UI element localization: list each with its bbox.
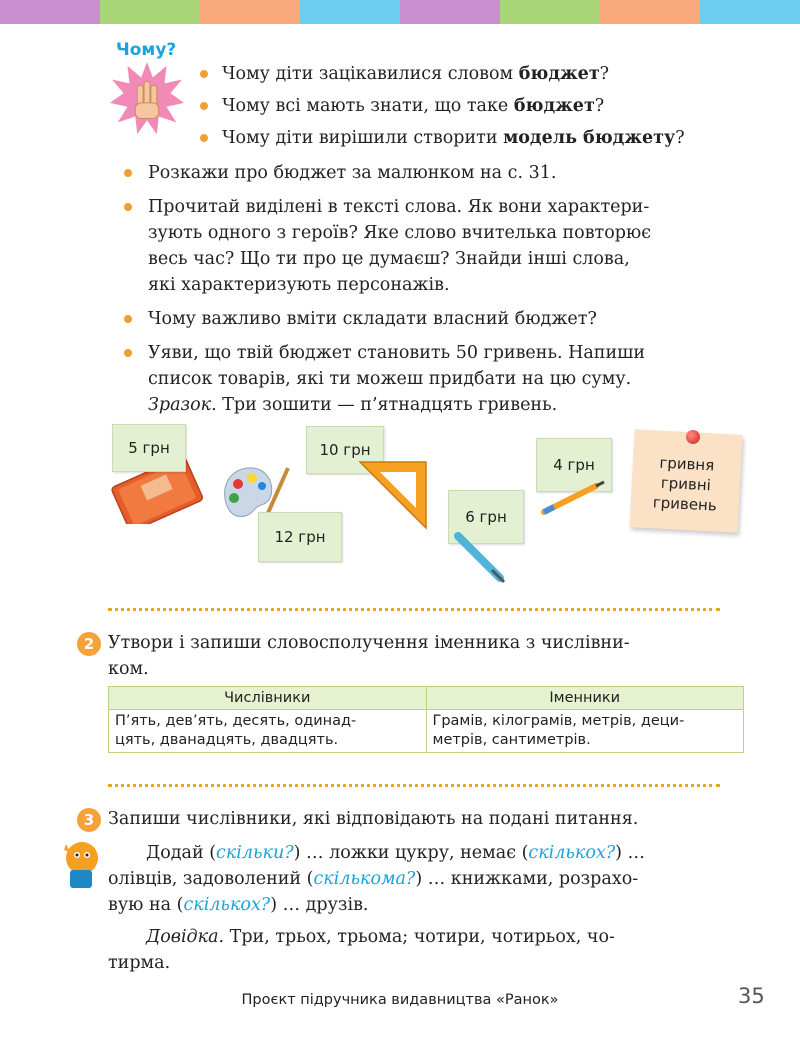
stripe-segment: [600, 0, 700, 24]
task-item: Розкажи про бюджет за малюнком на с. 31.: [124, 160, 724, 186]
why-question: Чому всі мають знати, що таке бюджет?: [200, 90, 685, 122]
why-questions: [200, 58, 685, 154]
price-tag-triangle: 10 грн: [306, 426, 384, 474]
stripe-segment: [500, 0, 600, 24]
top-color-stripe: [0, 0, 800, 24]
page-number: 35: [738, 984, 765, 1008]
exercise-2-text: Утвори і запиши словосполучення іменника з числівни- ком.: [108, 633, 630, 679]
table-cell: П’ять, дев’ять, десять, одинад- цять, дванадцять, двадцять.: [109, 710, 427, 753]
stripe-segment: [100, 0, 200, 24]
stripe-segment: [200, 0, 300, 24]
push-pin-icon: [686, 430, 700, 444]
mascot-character-icon: [56, 838, 102, 892]
table-header: Іменники: [426, 687, 744, 710]
why-question: Чому діти зацікавилися словом бюджет?: [200, 58, 685, 90]
currency-sticky-note: гривня гривні гривень: [630, 429, 743, 533]
why-question: Чому діти вирішили створити модель бюджету?: [200, 122, 685, 154]
price-tag-pen: 6 грн: [448, 490, 524, 544]
price-tag-notebook: 5 грн: [112, 424, 186, 472]
section-divider: [108, 784, 720, 787]
footer-text: Проєкт підручника видавництва «Ранок»: [241, 992, 559, 1008]
stripe-segment: [700, 0, 800, 24]
table-row: [109, 710, 744, 753]
words-table: [108, 686, 744, 753]
stripe-segment: [0, 0, 100, 24]
stripe-segment: [400, 0, 500, 24]
task-list: [124, 160, 724, 418]
price-tag-palette: 12 грн: [258, 512, 342, 562]
sample-line: Зразок. Три зошити — п’ятнадцять гривень.: [148, 395, 558, 415]
why-label: Чому?: [116, 40, 177, 60]
stripe-segment: [300, 0, 400, 24]
exercise-number-badge: 3: [77, 808, 101, 832]
pencil-icon: [538, 478, 608, 518]
table-cell: Грамів, кілограмів, метрів, деци- метрів, сантиметрів.: [426, 710, 744, 753]
three-fingers-burst-icon: [108, 60, 186, 138]
table-header: Числівники: [109, 687, 427, 710]
price-tag-pencil: 4 грн: [536, 438, 612, 492]
task-item: Уяви, що твій бюджет становить 50 гривень. Напиши список товарів, які ти можеш придбати на цю суму.: [124, 340, 724, 392]
task-item: Чому важливо вміти складати власний бюджет?: [124, 306, 724, 332]
section-divider: [108, 608, 720, 611]
pen-icon: [452, 530, 508, 586]
exercise-3-text: Запиши числівники, які відповідають на подані питання. Додай (скільки?) … ложки цукру, немає (скількох?) … олівців, задоволений (скількома?) … книжками, розрахо- вую на (скількох?) … друзів. Довідка. Три, трьох, трьома; чотири, чотирьох, чо- тирма.: [108, 809, 646, 973]
exercise-number-badge: 2: [77, 632, 101, 656]
set-square-icon: [354, 448, 436, 532]
task-item: Прочитай виділені в тексті слова. Як вони характери- зують одного з героїв? Яке слово вчителька повторює весь час? Що ти про це думаєш? Знайди інші слова, які характеризують персонажів.: [124, 194, 724, 298]
